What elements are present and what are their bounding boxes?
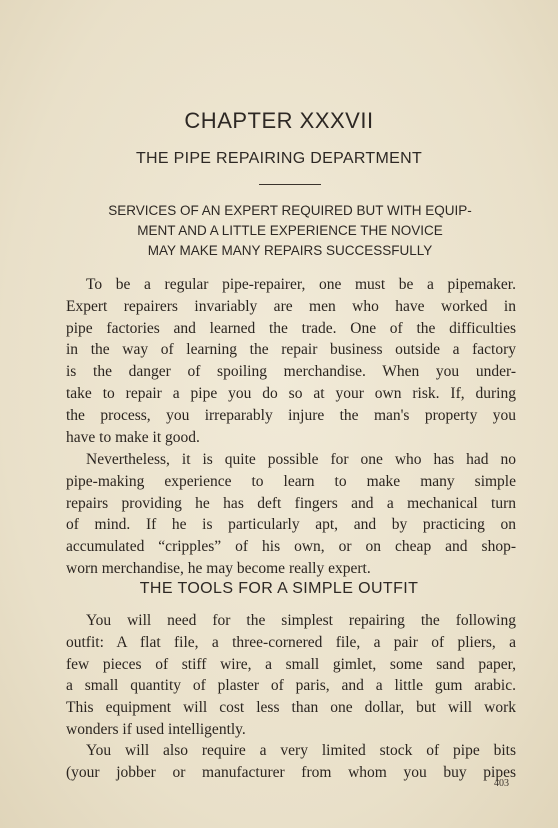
text-line: repairs providing he has deft fingers and a mechanical turn [66,494,516,512]
text-line: in the way of learning the repair business outside a factory [66,341,516,359]
text-line: This equipment will cost less than one dollar, but will work [66,699,516,717]
text-line: have to make it good. [66,428,200,446]
page-number: 403 [494,778,509,789]
text-line: a small quantity of plaster of paris, and a little gum arabic. [66,677,516,695]
text-line: pipe-making experience to learn to make many simple [66,472,516,490]
subheading-line: MAY MAKE MANY REPAIRS SUCCESSFULLY [147,243,433,258]
text-line: outfit: A flat file, a three-cornered file, a pair of pliers, a [66,633,516,651]
text-line: Expert repairers invariably are men who have worked in [66,297,516,315]
text-line: accumulated “cripples” of his own, or on cheap and shop- [66,538,516,556]
text-line: wonders if used intelligently. [66,720,246,738]
text-line: worn merchandise, he may become really expert. [66,559,371,577]
paragraph-1 [66,274,516,448]
text-line: To be a regular pipe-repairer, one must be a pipemaker. [86,276,516,293]
paragraph-2 [66,449,516,580]
paragraph-3 [66,610,516,741]
department-title: THE PIPE REPAIRING DEPARTMENT [135,150,423,167]
text-line: You will need for the simplest repairing the following [86,612,516,629]
text-line: few pieces of stiff wire, a small gimlet, some sand paper, [66,655,516,673]
chapter-title: CHAPTER XXXVII [184,108,374,133]
subheading-line: MENT AND A LITTLE EXPERIENCE THE NOVICE [137,223,443,238]
paragraph-4 [66,740,516,784]
text-line: You will also require a very limited stock of pipe bits [86,742,516,759]
text-line: Nevertheless, it is quite possible for one who has had no [86,451,516,468]
text-line: of mind. If he is particularly apt, and by practicing on [66,516,516,534]
text-line: the process, you irreparably injure the man's property you [66,406,516,424]
text-line: (your jobber or manufacturer from whom you buy pipes [66,763,516,781]
chapter-subheading [60,201,520,261]
subheading-line: SERVICES OF AN EXPERT REQUIRED BUT WITH EQUIP- [108,203,472,218]
text-line: take to repair a pipe you do so at your own risk. If, during [66,384,516,402]
text-line: pipe factories and learned the trade. One of the difficulties [66,319,516,337]
divider-rule [259,184,321,185]
text-line: is the danger of spoiling merchandise. When you under- [66,363,516,381]
section-heading: THE TOOLS FOR A SIMPLE OUTFIT [139,580,419,597]
